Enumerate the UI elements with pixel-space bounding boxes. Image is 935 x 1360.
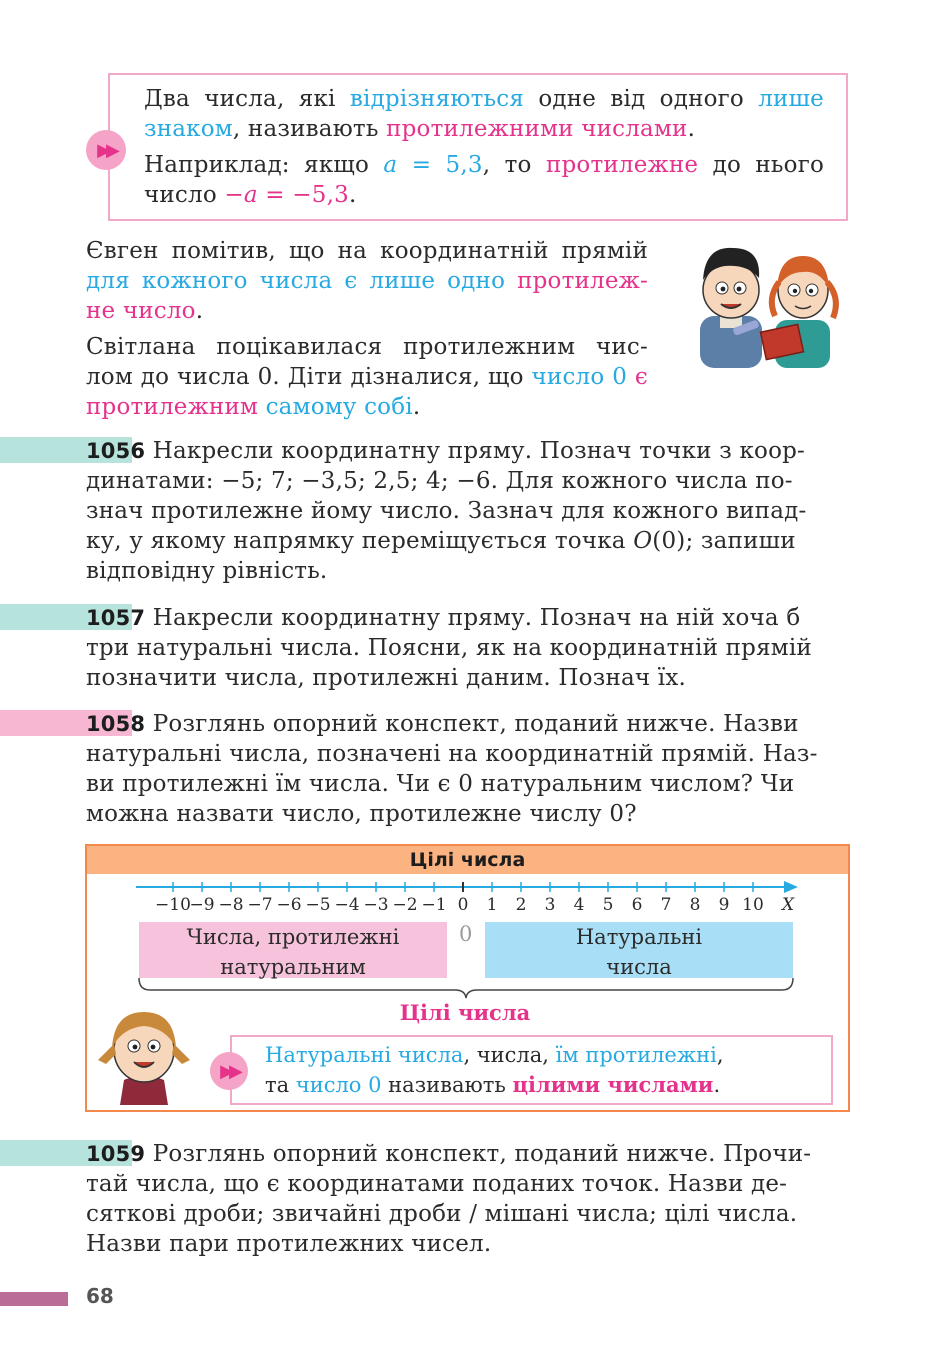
text: для кожного числа є лише одно — [86, 268, 506, 294]
tick-label: −5 — [305, 895, 331, 915]
text: Накресли координатну пряму. Познач точки з коор- — [145, 438, 806, 464]
tick-label: −4 — [334, 895, 360, 915]
text: самому собі — [258, 394, 413, 420]
text: = 5,3 — [397, 152, 483, 178]
opposite-naturals-region — [139, 922, 447, 978]
ticks — [173, 882, 753, 892]
tick-label: −10 — [155, 895, 191, 915]
text: число 0 — [295, 1073, 382, 1097]
text: , то — [482, 152, 546, 178]
tick-label: −6 — [276, 895, 302, 915]
text: лом до числа 0. Діти дізналися, що — [86, 364, 532, 390]
text: їм протилежні — [555, 1043, 717, 1067]
text: Розглянь опорний конспект, поданий нижче. Прочи- — [145, 1141, 812, 1167]
text: протилеж- — [505, 268, 648, 294]
tick-label: 4 — [573, 895, 585, 915]
text: . — [687, 116, 696, 142]
text: можна назвати число, протилежне числу 0? — [86, 801, 637, 827]
text: сяткові дроби; звичайні дроби / мішані числа; цілі числа. — [86, 1201, 798, 1227]
text: . — [348, 182, 357, 208]
text: тай числа, що є координатами поданих точок. Назви де- — [86, 1171, 788, 1197]
tick-label: 6 — [631, 895, 643, 915]
text: (0); запиши — [652, 528, 796, 554]
text: Євген помітив, що на координатній прямій — [86, 238, 648, 264]
text: = −5,3 — [257, 182, 349, 208]
text: . — [412, 394, 421, 420]
text: числа — [606, 955, 672, 979]
girl-illustration — [94, 1000, 194, 1105]
text: , називають — [232, 116, 387, 142]
integers-label: Цілі числа — [399, 1000, 531, 1025]
text: , числа, — [463, 1043, 556, 1067]
text: Розглянь опорний конспект, поданий нижче. Назви — [145, 711, 799, 737]
text: позначити числа, протилежні даним. Познач їх. — [86, 665, 687, 691]
tick-label: −7 — [247, 895, 273, 915]
zero-label: 0 — [459, 922, 473, 946]
text: називають — [381, 1073, 513, 1097]
text: ви протилежні їм числа. Чи є 0 натуральним числом? Чи — [86, 771, 795, 797]
tick-label: 8 — [689, 895, 701, 915]
text: Назви пари протилежних чисел. — [86, 1231, 492, 1257]
fast-forward-icon: ▶▶ — [210, 1052, 248, 1090]
tick-label: 7 — [660, 895, 672, 915]
text: лише — [758, 86, 824, 112]
tick-label: 1 — [486, 895, 498, 915]
text: a — [383, 152, 398, 178]
text: натуральні числа, позначені на координатній прямій. Наз- — [86, 741, 818, 767]
tick-label: 9 — [718, 895, 730, 915]
text: Натуральні — [575, 925, 703, 949]
text: , — [716, 1043, 724, 1067]
text: до нього — [698, 152, 824, 178]
text: протилежне — [545, 152, 699, 178]
text: протилежними числами — [386, 116, 688, 142]
naturals-region — [485, 922, 793, 978]
task-number: 1056 — [86, 439, 146, 463]
integers-header: Цілі числа — [87, 846, 848, 874]
text: Накресли координатну пряму. Познач на ній хоча б — [145, 605, 801, 631]
text: знаком — [144, 116, 233, 142]
text: число 0 — [531, 364, 628, 390]
text: знач протилежне йому число. Зазнач для кожного випад- — [86, 498, 807, 524]
axis-name: X — [781, 895, 795, 915]
text: Натуральні числа — [265, 1043, 464, 1067]
task-number: 1057 — [86, 606, 146, 630]
text: натуральним — [220, 955, 366, 979]
tick-label: −3 — [363, 895, 389, 915]
text: число — [144, 182, 225, 208]
text: відрізняються — [349, 86, 525, 112]
fast-forward-icon: ▶▶ — [86, 130, 126, 170]
tick-label: 10 — [742, 895, 764, 915]
tick-label: −1 — [421, 895, 447, 915]
text: . — [713, 1073, 721, 1097]
text: є протилежним — [86, 364, 648, 420]
text: −a — [224, 182, 258, 208]
integers-definition-text — [265, 1040, 810, 1100]
text: цілими числами — [512, 1072, 714, 1097]
task-number: 1059 — [86, 1142, 146, 1166]
tick-label: −2 — [392, 895, 418, 915]
text: одне від одного — [524, 86, 759, 112]
page-bar — [0, 1292, 68, 1306]
text: динатами: −5; 7; −3,5; 2,5; 4; −6. Для кожного числа по- — [86, 468, 793, 494]
text: три натуральні числа. Поясни, як на координатній прямій — [86, 635, 812, 661]
tick-label: −9 — [189, 895, 215, 915]
text: ку, у якому напрямку переміщується точка — [86, 528, 634, 554]
text: Світлана поцікавилася протилежним чис- — [86, 334, 648, 360]
text: відповідну рівність. — [86, 558, 328, 584]
text: Наприклад: якщо — [144, 152, 384, 178]
text: та — [265, 1073, 296, 1097]
text: Два числа, які — [144, 86, 350, 112]
text: не число — [86, 298, 196, 324]
tick-label: 5 — [602, 895, 614, 915]
tick-label: 0 — [457, 895, 469, 915]
task-1059 — [86, 1139, 850, 1259]
page-number: 68 — [86, 1284, 114, 1308]
text: O — [633, 528, 653, 554]
tick-label: 2 — [515, 895, 527, 915]
text: . — [195, 298, 204, 324]
task-number: 1058 — [86, 712, 146, 736]
axis-arrow — [784, 881, 798, 893]
tick-label: −8 — [218, 895, 244, 915]
tick-label: 3 — [544, 895, 556, 915]
text: Числа, протилежні — [186, 925, 400, 949]
